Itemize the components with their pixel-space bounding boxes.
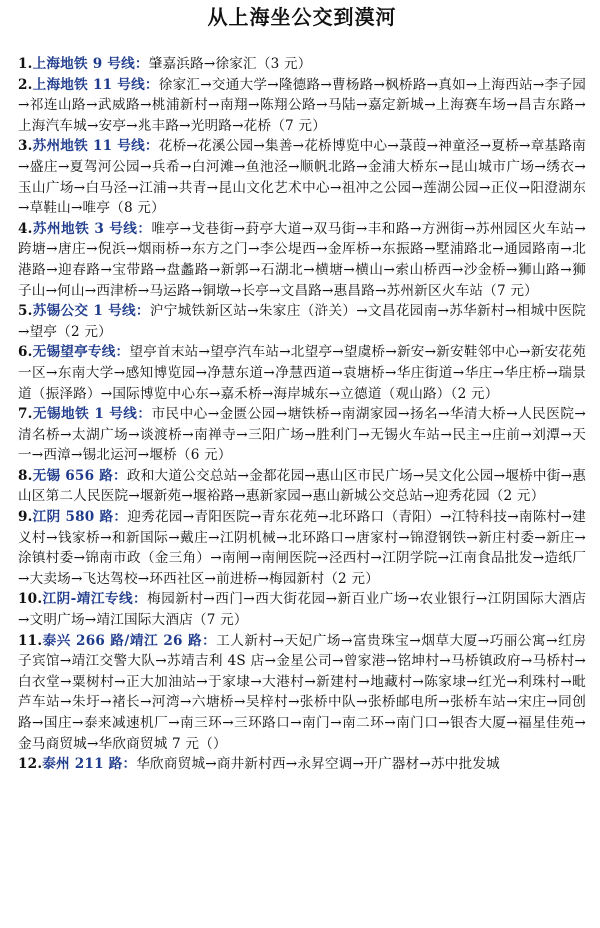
- route-stops: 徐家汇→交通大学→隆德路→曹杨路→枫桥路→真如→上海西站→李子园→祁连山路→武威路→桃浦新村→南翔→陈翔公路→马陆→嘉定新城→上海赛车场→昌吉东路→上海汽车城→安亭→兆丰路→光明路→花桥（7 元）: [18, 76, 586, 134]
- route-entry: [18, 589, 586, 630]
- route-entry: [18, 136, 586, 218]
- route-stops: 迎秀花园→青阳医院→青东花苑→北环路口（青阳）→江特科技→南陈村→建义村→钱家桥→和新国际→戴庄→江阴机械→北环路口→唐家村→锦澄钢铁→新庄村委→新庄→涂镇村委→锦南市政（金三角）→南闸→南闸医院→泾西村→江阴学院→江南食品批发→造纸厂→大卖场→飞达驾校→环西社区→前进桥→梅园新村（2 元）: [18, 509, 587, 587]
- route-number: 2.: [18, 76, 33, 93]
- route-stops: 沪宁城铁新区站→朱家庄（浒关）→文昌花园南→苏华新村→相城中医院→望亭（2 元）: [18, 303, 586, 340]
- route-entry: [18, 301, 586, 342]
- route-number: 10.: [18, 591, 43, 608]
- route-stops: 工人新村→天妃广场→富贵珠宝→烟草大厦→巧丽公寓→红房子宾馆→靖江交警大队→苏靖吉利 4S 店→金星公司→曾家港→铭坤村→马桥镇政府→马桥村→白衣堂→粟树村→正大加油站→于家埭→大港村→新建村→地藏村→陈家埭→红光→利珠村→毗芦车站→朱圩→褚长→河湾→六塘桥→吴梓村→张桥中队→张桥邮电所→张桥车站→宋庄→同创路→国庄→泰来减速机厂→南三环→三环路口→南门→南二环→南门口→银杏大厦→福星佳苑→金马商贸城→华欣商贸城 7 元（）: [18, 632, 586, 752]
- route-name: 上海地铁 11 号线：: [32, 76, 159, 93]
- route-entry: [18, 75, 586, 137]
- route-entry: [18, 219, 586, 301]
- route-number: 11.: [18, 632, 43, 649]
- route-name: 江阴 580 路：: [32, 509, 128, 526]
- route-name: 苏州地铁 3 号线：: [32, 220, 152, 237]
- route-stops: 望亭首末站→望亭汽车站→北望亭→望虞桥→新安→新安鞋邻中心→新安花苑一区→东南大学→感知博览园→净慧东道→净慧西道→袁塘桥→华庄街道→华庄→华庄桥→瑞景道（振泽路）→国际博览中心东→嘉禾桥→海岸城东→立德道（观山路）（2 元）: [18, 344, 587, 402]
- route-entry: [18, 54, 586, 75]
- route-stops: 肇嘉浜路→徐家汇（3 元）: [148, 56, 312, 72]
- route-number: 1.: [18, 56, 33, 72]
- route-name: 无锡地铁 1 号线：: [32, 406, 152, 423]
- route-entry: [18, 754, 586, 775]
- route-list: [18, 54, 586, 775]
- route-stops: 政和大道公交总站→金都花园→惠山区市民广场→吴文化公园→堰桥中街→惠山区第二人民医院→堰新苑→堰裕路→惠新家园→惠山新城公交总站→迎秀花园（2 元）: [18, 467, 586, 505]
- route-entry: [18, 507, 586, 589]
- route-number: 6.: [18, 344, 33, 361]
- route-name: 江阴-靖江专线：: [42, 591, 148, 608]
- route-entry: [18, 631, 586, 755]
- route-number: 12.: [18, 756, 43, 773]
- route-stops: 梅园新村→西门→西大街花园→新百业广场→农业银行→江阴国际大酒店→文明广场→靖江国际大酒店（7 元）: [18, 591, 586, 629]
- route-stops: 华欣商贸城→商井新村西→永昇空调→开广器材→苏中批发城: [136, 756, 500, 773]
- route-name: 泰兴 266 路/靖江 26 路：: [42, 632, 217, 649]
- route-number: 3.: [18, 138, 33, 155]
- route-name: 泰州 211 路：: [42, 756, 137, 773]
- route-stops: 唯亭→戈巷街→葑亭大道→双马街→丰和路→方洲街→苏州园区火车站→跨塘→唐庄→倪浜→烟雨桥→东方之门→李公堤西→金厍桥→东振路→墅浦路北→通园路南→北港路→迎春路→宝带路→盘蠡路→新郭→石湖北→横塘→横山→索山桥西→沙金桥→狮山路→狮子山→何山→西津桥→马运路→铜墩→长亭→文昌路→惠昌路→苏州新区火车站（7 元）: [18, 220, 586, 299]
- route-stops: 市民中心→金匮公园→塘铁桥→南湖家园→扬名→华清大桥→人民医院→清名桥→太湖广场→谈渡桥→南禅寺→三阳广场→胜利门→无锡火车站→民主→庄前→刘潭→天一→西漳→锡北运河→堰桥（6 元）: [18, 406, 586, 464]
- route-number: 9.: [18, 509, 33, 526]
- route-stops: 花桥→花溪公园→集善→花桥博览中心→菉葭→神童泾→夏桥→章基路南→盛庄→夏驾河公园→兵希→白河滩→鱼池泾→顺帆北路→金浦大桥东→昆山城市广场→绣衣→玉山广场→白马泾→江浦→共青→昆山文化艺术中心→祖冲之公园→莲湖公园→正仪→阳澄湖东→草鞋山→唯亭（8 元）: [18, 138, 586, 217]
- route-name: 苏州地铁 11 号线：: [32, 138, 159, 155]
- route-name: 无锡 656 路：: [32, 467, 127, 484]
- route-number: 8.: [18, 467, 33, 484]
- route-number: 5.: [18, 303, 33, 320]
- route-name: 上海地铁 9 号线：: [32, 56, 149, 72]
- document-title: 从上海坐公交到漠河: [207, 5, 397, 29]
- route-entry: [18, 342, 586, 404]
- route-name: 无锡望亭专线：: [32, 344, 130, 361]
- route-entry: [18, 404, 586, 466]
- route-name: 苏锡公交 1 号线：: [32, 303, 150, 320]
- route-number: 4.: [18, 220, 33, 237]
- route-number: 7.: [18, 406, 33, 423]
- route-entry: [18, 466, 586, 507]
